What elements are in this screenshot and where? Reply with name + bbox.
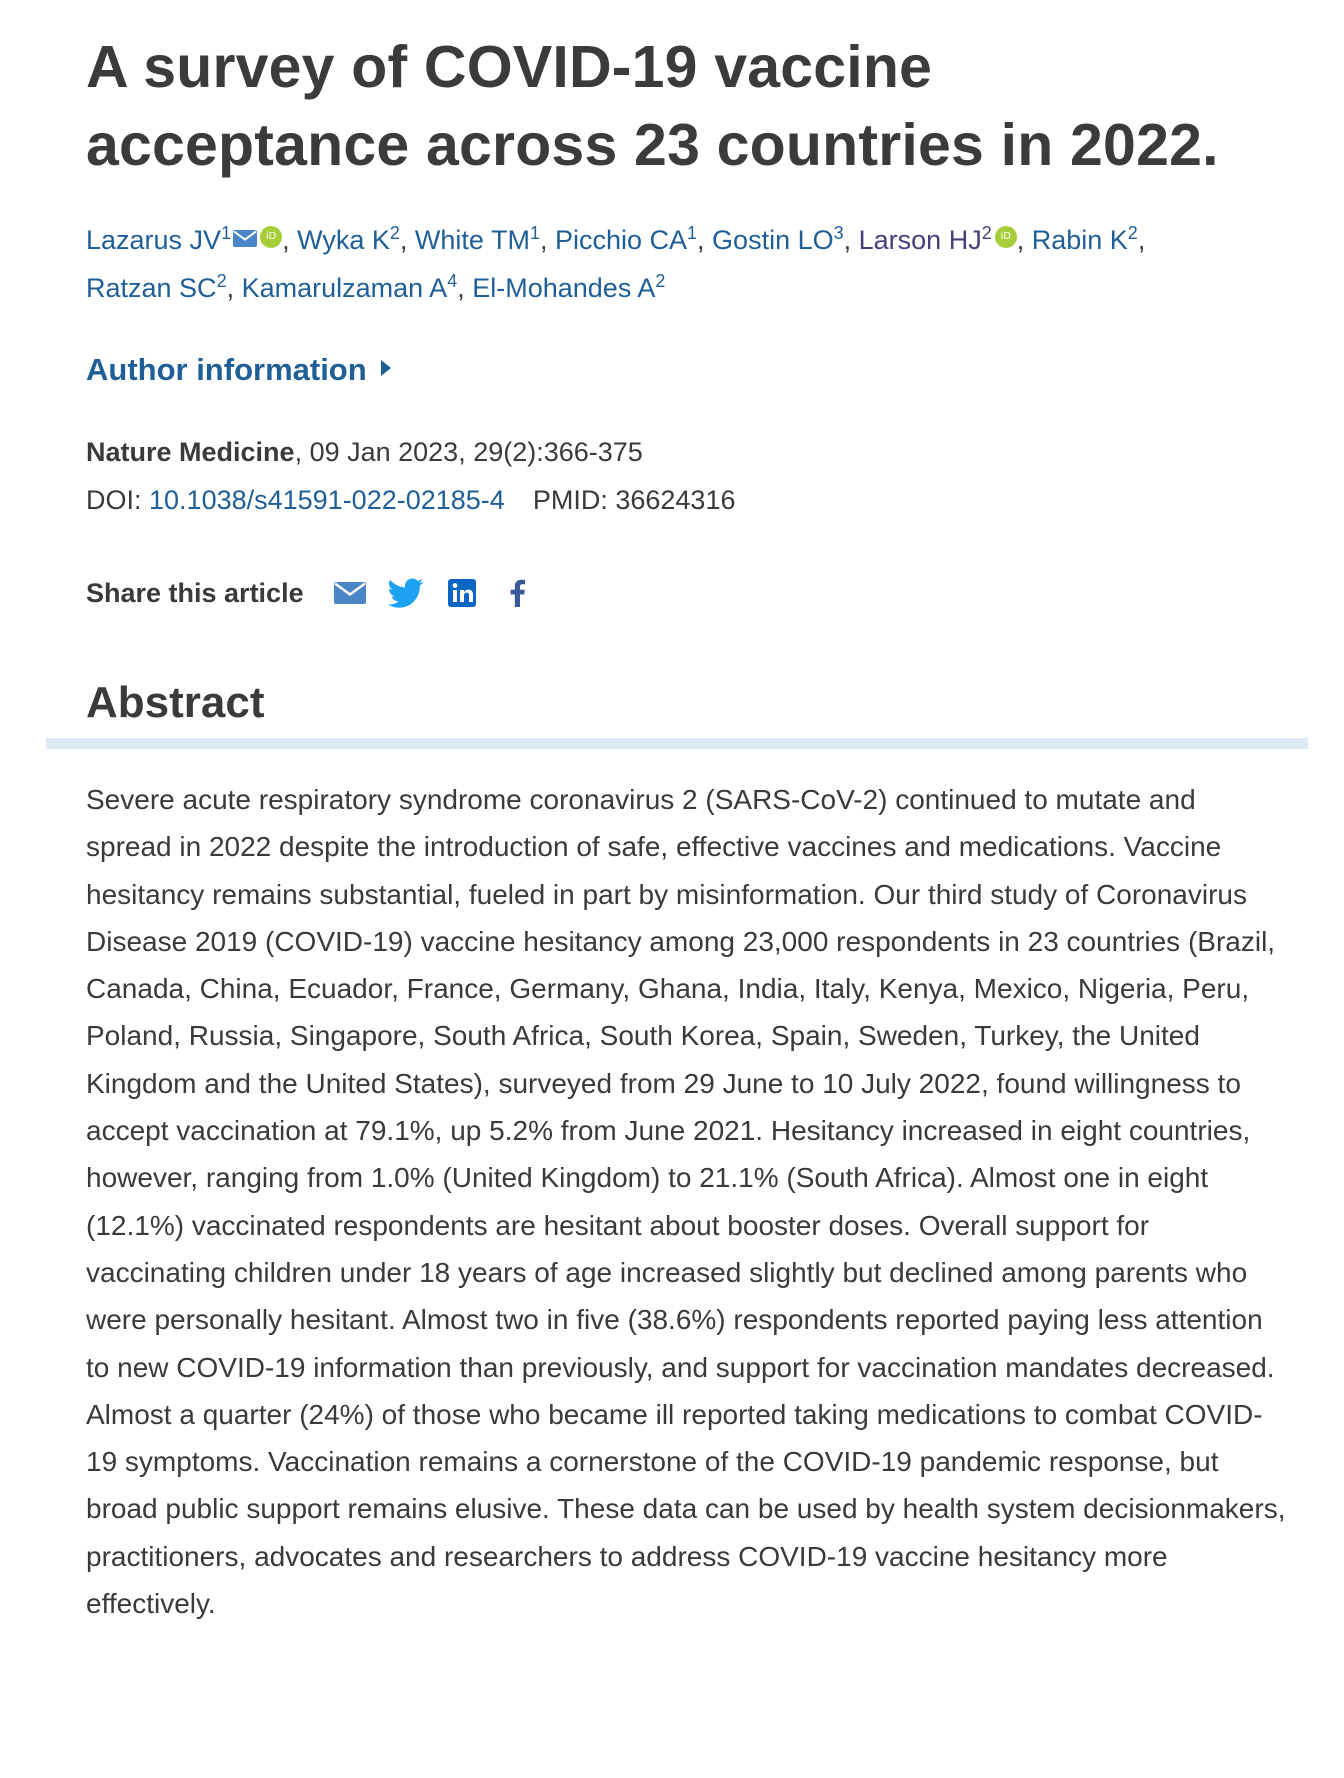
affiliation-number: 4 xyxy=(447,271,458,291)
caret-right-icon xyxy=(381,360,391,376)
author-link-ratzan[interactable] xyxy=(86,273,227,303)
affiliation-number: 2 xyxy=(1127,223,1138,243)
section-divider xyxy=(46,738,1308,749)
author-link-kamarulzaman[interactable] xyxy=(242,273,458,303)
author-list xyxy=(86,216,1286,312)
author-link-wyka[interactable] xyxy=(297,225,400,255)
author-information-toggle[interactable] xyxy=(86,352,391,388)
author-separator: , xyxy=(1016,225,1032,255)
affiliation-number: 1 xyxy=(687,223,698,243)
email-icon[interactable] xyxy=(233,230,257,247)
author-name: Kamarulzaman A xyxy=(241,273,448,303)
identifier-line xyxy=(86,476,1286,524)
author-name: Ratzan SC xyxy=(86,273,217,303)
author-link-larson[interactable] xyxy=(859,225,992,255)
journal-name: Nature Medicine xyxy=(86,437,295,467)
orcid-icon[interactable]: iD xyxy=(995,226,1017,248)
doi-label: DOI: xyxy=(86,485,150,515)
article-title: A survey of COVID-19 vaccine acceptance across 23 countries in 2022. xyxy=(86,34,1219,178)
author-separator: , xyxy=(1137,225,1146,255)
author-name: Lazarus JV xyxy=(86,225,222,255)
author-separator: , xyxy=(539,225,555,255)
author-name: El-Mohandes A xyxy=(472,273,656,303)
author-name: Larson HJ xyxy=(858,225,982,255)
abstract-text: Severe acute respiratory syndrome coronavirus 2 (SARS-CoV-2) continued to mutate and spread in 2022 despite the introduction of safe, effective vaccines and medications. Vaccine hesitancy remains substantial, fueled in part by misinformation. Our third study of Coronavirus Disease 2019 (COVID-19) vaccine hesitancy among 23,000 respondents in 23 countries (Brazil, Canada, China, Ecuador, France, Germany, Ghana, India, Italy, Kenya, Mexico, Nigeria, Peru, Poland, Russia, Singapore, South Africa, South Korea, Spain, Sweden, Turkey, the United Kingdom and the United States), surveyed from 29 June to 10 July 2022, found willingness to accept vaccination at 79.1%, up 5.2% from June 2021. Hesitancy increased in eight countries, however, ranging from 1.0% (United Kingdom) to 21.1% (South Africa). Almost one in eight (12.1%) vaccinated respondents are hesitant about booster doses. Overall support for vaccinating children under 18 years of age increased slightly but declined among parents who were personally hesitant. Almost two in five (38.6%) respondents reported paying less attention to new COVID-19 information than previously, and support for vaccination mandates decreased. Almost a quarter (24%) of those who became ill reported taking medications to combat COVID-19 symptoms. Vaccination remains a cornerstone of the COVID-19 pandemic response, but broad public support remains elusive. These data can be used by health system decisionmakers, practitioners, advocates and researchers to address COVID-19 vaccine hesitancy more effectively. xyxy=(86,784,1286,1620)
citation-details: , 09 Jan 2023, 29(2):366-375 xyxy=(294,437,643,467)
pmid-value: 36624316 xyxy=(615,485,736,515)
author-separator: , xyxy=(399,225,415,255)
author-link-picchio[interactable] xyxy=(555,225,697,255)
twitter-icon[interactable] xyxy=(388,575,424,611)
affiliation-number: 3 xyxy=(833,223,844,243)
author-link-white[interactable] xyxy=(415,225,540,255)
author-name: White TM xyxy=(414,225,530,255)
author-link-lazarus[interactable] xyxy=(86,225,231,255)
citation-line xyxy=(86,428,1286,476)
pmid-label: PMID: xyxy=(532,485,616,515)
affiliation-number: 2 xyxy=(389,223,400,243)
share-bar xyxy=(86,568,556,618)
facebook-icon[interactable] xyxy=(500,575,536,611)
author-link-el-mohandes[interactable] xyxy=(472,273,665,303)
author-separator: , xyxy=(457,273,473,303)
doi-link[interactable]: 10.1038/s41591-022-02185-4 xyxy=(149,485,505,515)
author-separator: , xyxy=(226,273,242,303)
affiliation-number: 1 xyxy=(221,223,232,243)
linkedin-icon[interactable] xyxy=(444,575,480,611)
affiliation-number: 2 xyxy=(655,271,666,291)
author-information-label: Author information xyxy=(86,352,367,387)
author-name: Wyka K xyxy=(297,225,390,255)
affiliation-number: 1 xyxy=(529,223,540,243)
share-label: Share this article xyxy=(86,577,304,608)
author-name: Gostin LO xyxy=(712,225,834,255)
affiliation-number: 2 xyxy=(216,271,227,291)
author-separator: , xyxy=(282,225,298,255)
author-separator: , xyxy=(843,225,859,255)
author-link-gostin[interactable] xyxy=(712,225,844,255)
author-separator: , xyxy=(697,225,713,255)
affiliation-number: 2 xyxy=(981,223,992,243)
orcid-icon[interactable]: iD xyxy=(260,226,282,248)
abstract-heading: Abstract xyxy=(86,678,265,727)
author-name: Picchio CA xyxy=(554,225,688,255)
author-name: Rabin K xyxy=(1031,225,1128,255)
author-link-rabin[interactable] xyxy=(1032,225,1138,255)
email-icon[interactable] xyxy=(332,575,368,611)
citation-block xyxy=(86,428,1286,524)
